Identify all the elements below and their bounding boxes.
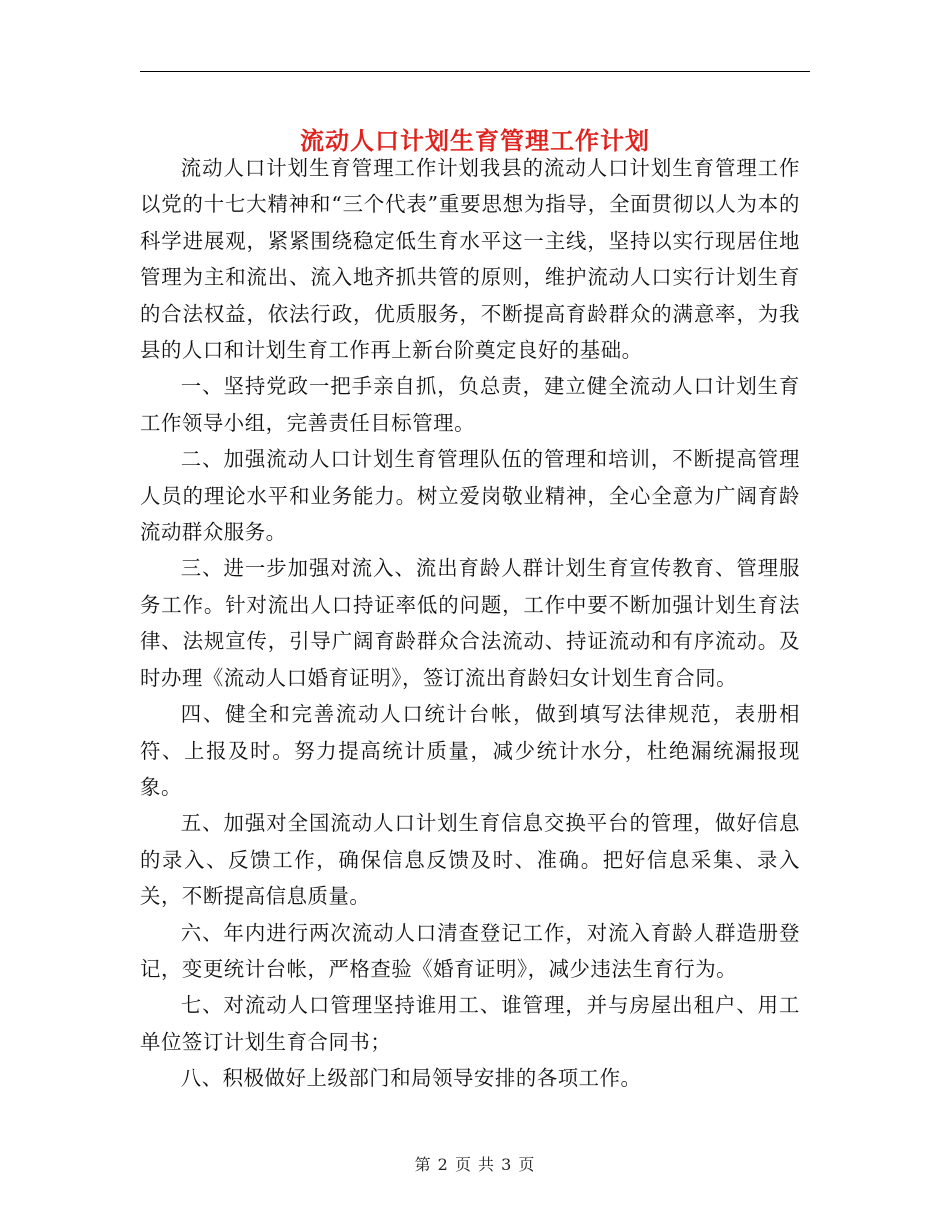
paragraph-item-4: 四、健全和完善流动人口统计台帐，做到填写法律规范，表册相符、上报及时。努力提高统计质量，减少统计水分，杜绝漏统漏报现象。 [140, 702, 800, 799]
page-number: 第 2 页 共 3 页 [414, 1155, 536, 1174]
document-title: 流动人口计划生育管理工作计划 [300, 126, 650, 156]
paragraph-item-7: 七、对流动人口管理坚持谁用工、谁管理，并与房屋出租户、用工单位签订计划生育合同书； [140, 993, 800, 1054]
paragraph-item-2: 二、加强流动人口计划生育管理队伍的管理和培训，不断提高管理人员的理论水平和业务能力。树立爱岗敬业精神，全心全意为广阔育龄流动群众服务。 [140, 447, 800, 545]
paragraph-item-8: 八、积极做好上级部门和局领导安排的各项工作。 [180, 1066, 642, 1091]
paragraph-item-3: 三、进一步加强对流入、流出育龄人群计划生育宣传教育、管理服务工作。针对流出人口持证率低的问题，工作中要不断加强计划生育法律、法规宣传，引导广阔育龄群众合法流动、持证流动和有序流动。及时办理《流动人口婚育证明》，签订流出育龄妇女计划生育合同。 [140, 556, 800, 690]
paragraph-item-1: 一、坚持党政一把手亲自抓，负总责，建立健全流动人口计划生育工作领导小组，完善责任目标管理。 [140, 374, 800, 435]
paragraph-item-6: 六、年内进行两次流动人口清查登记工作，对流入育龄人群造册登记，变更统计台帐，严格查验《婚育证明》，减少违法生育行为。 [140, 920, 800, 981]
paragraph-intro: 流动人口计划生育管理工作计划我县的流动人口计划生育管理工作以党的十七大精神和“三个代表”重要思想为指导，全面贯彻以人为本的科学进展观，紧紧围绕稳定低生育水平这一主线，坚持以实行现居住地管理为主和流出、流入地齐抓共管的原则，维护流动人口实行计划生育的合法权益，依法行政，优质服务，不断提高育龄群众的满意率，为我县的人口和计划生育工作再上新台阶奠定良好的基础。 [140, 156, 800, 363]
header-rule [140, 71, 810, 72]
paragraph-item-5: 五、加强对全国流动人口计划生育信息交换平台的管理，做好信息的录入、反馈工作，确保信息反馈及时、准确。把好信息采集、录入关，不断提高信息质量。 [140, 811, 800, 909]
document-body [140, 150, 800, 1097]
